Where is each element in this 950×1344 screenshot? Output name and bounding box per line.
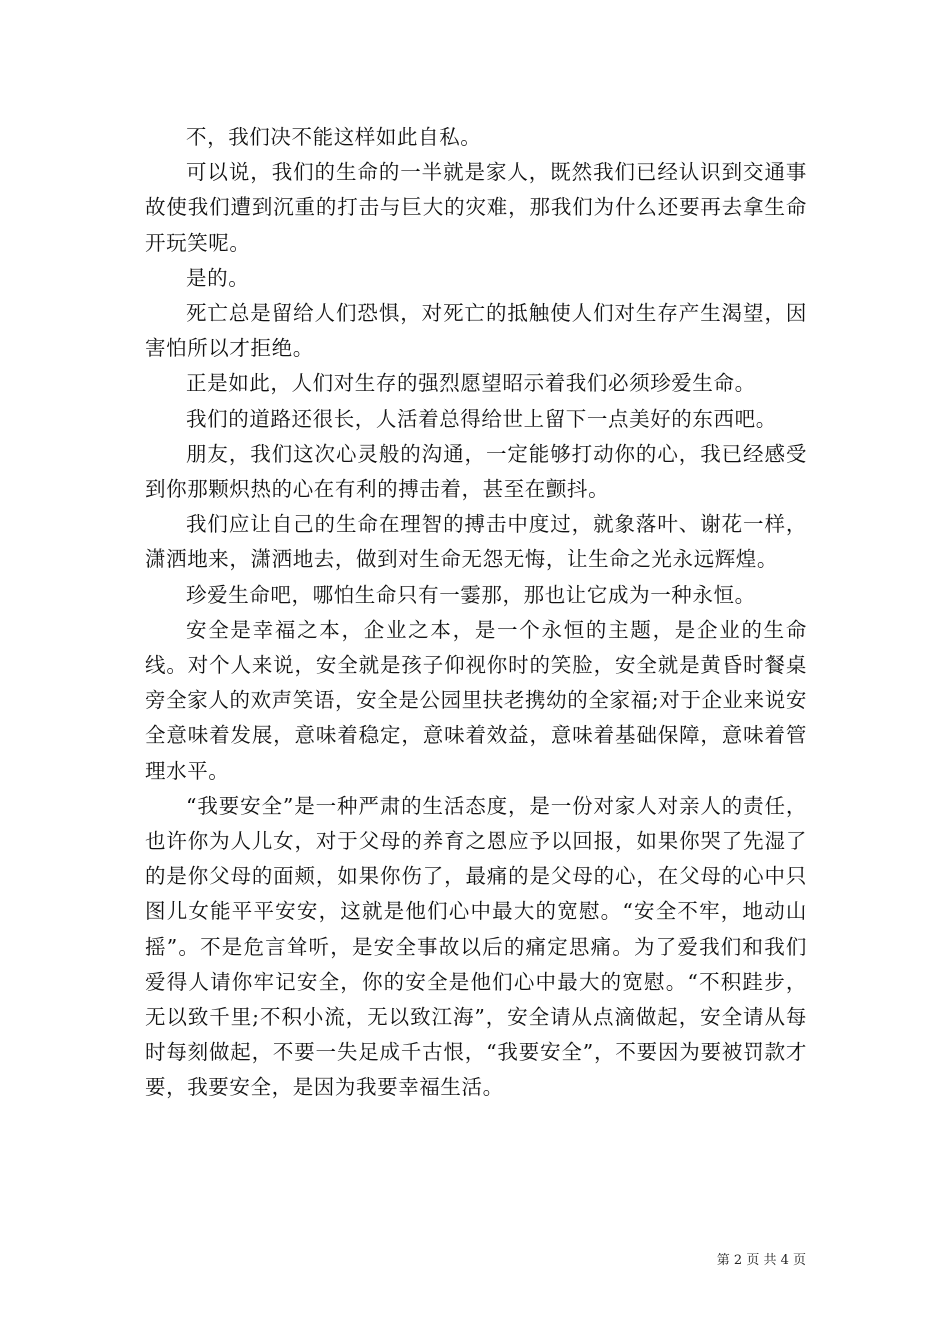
page-number-footer: 第 2 页 共 4 页 — [716, 1253, 806, 1268]
paragraph: 安全是幸福之本，企业之本，是一个永恒的主题，是企业的生命线。对个人来说，安全就是孩子仰视你时的笑脸，安全就是黄昏时餐桌旁全家人的欢声笑语，安全是公园里扶老携幼的全家福;对于企业来说安全意味着发展，意味着稳定，意味着效益，意味着基础保障，意味着管理水平。 — [145, 617, 807, 783]
paragraph: 我们应让自己的生命在理智的搏击中度过，就象落叶、谢花一样，潇洒地来，潇洒地去，做到对生命无怨无悔，让生命之光永远辉煌。 — [145, 512, 807, 572]
paragraph: 是的。 — [186, 265, 250, 290]
paragraph: 死亡总是留给人们恐惧，对死亡的抵触使人们对生存产生渴望，因害怕所以才拒绝。 — [145, 301, 807, 361]
paragraph: “我要安全”是一种严肃的生活态度，是一份对家人对亲人的责任，也许你为人儿女，对于父母的养育之恩应予以回报，如果你哭了先湿了的是你父母的面颊，如果你伤了，最痛的是父母的心，在父母的心中只图儿女能平平安安，这就是他们心中最大的宽慰。“安全不牢，地动山摇”。不是危言耸听，是安全事故以后的痛定思痛。为了爱我们和我们爱得人请你牢记安全，你的安全是他们心中最大的宽慰。“不积跬步，无以致千里;不积小流，无以致江海”，安全请从点滴做起，安全请从每时每刻做起，不要一失足成千古恨，“我要安全”，不要因为要被罚款才要，我要安全，是因为我要幸福生活。 — [145, 793, 807, 1100]
paragraph: 我们的道路还很长，人活着总得给世上留下一点美好的东西吧。 — [186, 406, 777, 431]
paragraph: 可以说，我们的生命的一半就是家人，既然我们已经认识到交通事故使我们遭到沉重的打击与巨大的灾难，那我们为什么还要再去拿生命开玩笑呢。 — [145, 160, 807, 255]
paragraph: 朋友，我们这次心灵般的沟通，一定能够打动你的心，我已经感受到你那颗炽热的心在有利的搏击着，甚至在颤抖。 — [145, 441, 807, 502]
paragraph: 珍爱生命吧，哪怕生命只有一霎那，那也让它成为一种永恒。 — [186, 582, 756, 607]
document-body — [145, 120, 807, 1106]
paragraph: 正是如此，人们对生存的强烈愿望昭示着我们必须珍爱生命。 — [186, 371, 756, 396]
paragraph: 不，我们决不能这样如此自私。 — [186, 125, 482, 149]
